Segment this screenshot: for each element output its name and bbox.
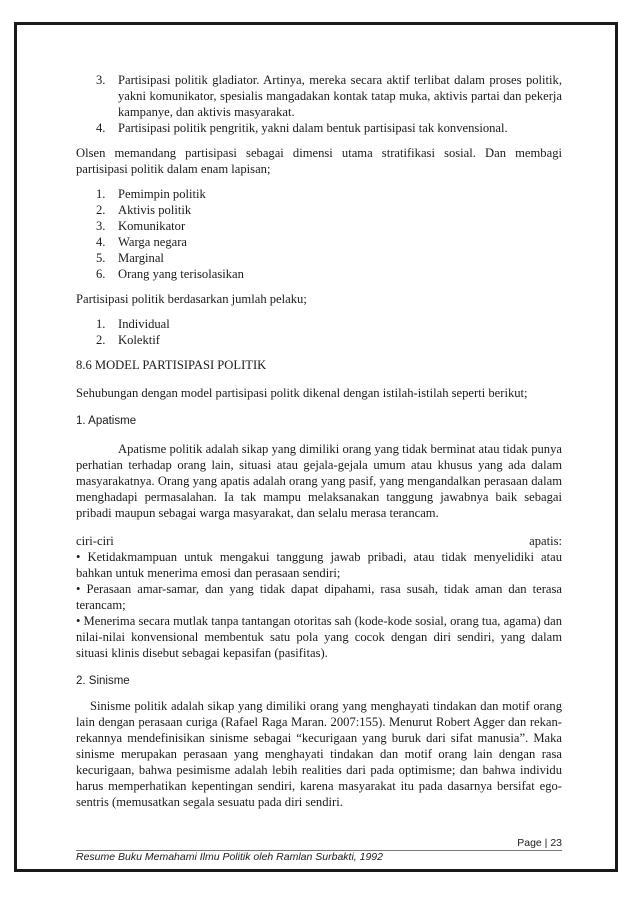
list-number: 1. <box>96 187 106 201</box>
ciri-item: • Menerima secara mutlak tanpa tantangan otoritas sah (kode-kode sosial, orang tua, agama) dan nilai-nilai konvensional membentuk satu pola yang cocok dengan diri sendiri, yang dalam situasi klinis disebut sebagai kepasifan (pasifitas). <box>76 614 562 660</box>
list-text: Warga negara <box>118 235 188 249</box>
apatisme-heading: 1. Apatisme <box>76 415 137 427</box>
list-text: Partisipasi politik gladiator. Artinya, mereka secara aktif terlibat dalam proses politik, yakni komunikator, spesialis mangadakan kontak tatap muka, aktivis partai dan pekerja kampanye, dan aktivis masyarakat. <box>118 73 562 119</box>
list-number: 2. <box>96 203 106 217</box>
section-intro: Sehubungan dengan model partisipasi politk dikenal dengan istilah-istilah seperti berikut; <box>76 386 528 400</box>
list-item <box>76 72 562 120</box>
page-number: Page | 23 <box>517 837 562 849</box>
list-text: Pemimpin politik <box>118 187 206 201</box>
list-text: Aktivis politik <box>118 203 192 217</box>
list-number: 1. <box>96 317 106 331</box>
list-text: Komunikator <box>118 219 186 233</box>
sinisme-heading: 2. Sinisme <box>76 675 130 687</box>
ciri-label: ciri-ciri <box>76 534 114 548</box>
top-list <box>76 72 562 136</box>
list-text: Individual <box>118 317 170 331</box>
list-text: Marginal <box>118 251 164 265</box>
list-text: Orang yang terisolasikan <box>118 267 244 281</box>
apatisme-paragraph: Apatisme politik adalah sikap yang dimiliki orang yang tidak berminat atau tidak punya perhatian terhadap orang lain, situasi atau gejala-gejala umum atau khusus yang ada dalam masyarakatnya. Orang yang apatis adalah orang yang pasif, yang mengandalkan perasaan dalam menghadapi permasalahan. Ia tak mampu melaksanakan tanggung jawabnya baik sebagai pribadi maupun sebagai warga masyarakat, dan selalu merasa terancam. <box>76 442 562 520</box>
section-heading: 8.6 MODEL PARTISIPASI POLITIK <box>76 358 267 372</box>
list-item <box>76 250 562 266</box>
footer-title: Resume Buku Memahami Ilmu Politik oleh Ramlan Surbakti, 1992 <box>76 851 383 863</box>
olsen-paragraph: Olsen memandang partisipasi sebagai dimensi utama stratifikasi sosial. Dan membagi partisipasi politik dalam enam lapisan; <box>76 146 562 176</box>
ciri-item: • Ketidakmampuan untuk mengakui tanggung jawab pribadi, atau tidak menyelidiki atau bahkan untuk menerima emosi dan perasaan sendiri; <box>76 550 562 580</box>
list-item <box>76 332 562 348</box>
list-text: Partisipasi politik pengritik, yakni dalam bentuk partisipasi tak konvensional. <box>118 121 508 135</box>
list-number: 6. <box>96 267 106 281</box>
list-number: 4. <box>96 235 106 249</box>
page-content <box>76 72 562 810</box>
list-item <box>76 234 562 250</box>
ciri-item: • Perasaan amar-samar, dan yang tidak dapat dipahami, rasa susah, tidak aman dan terasa terancam; <box>76 582 562 612</box>
sinisme-paragraph: Sinisme politik adalah sikap yang dimiliki orang yang menghayati tindakan dan motif orang lain dengan perasaan curiga (Rafael Raga Maran. 2007:155). Menurut Robert Agger dan rekan-rekannya mendefinisikan sinisme sebagai “kecurigaan yang buruk dari sifat manusia”. Maka sinisme merupakan perasaan yang menghayati tindakan dan motif orang lain dengan rasa kecurigaan, bahwa pesimisme adalah lebih realities dari pada optimisme; dan bahwa individu harus memperhatikan kepentingan sendiri, karena masyarakat itu pada dasarnya bersifat ego-sentris (memusatkan segala sesuatu pada diri sendiri. <box>76 699 562 809</box>
list-number: 2. <box>96 333 106 347</box>
list-text: Kolektif <box>118 333 160 347</box>
ciri-row <box>76 533 562 549</box>
list-number: 3. <box>96 73 106 87</box>
list-item <box>76 316 562 332</box>
ciri-tail: apatis: <box>529 534 562 548</box>
list-item <box>76 218 562 234</box>
olsen-list <box>76 186 562 282</box>
list-item <box>76 266 562 282</box>
list-number: 4. <box>96 121 106 135</box>
list-item <box>76 186 562 202</box>
list-item <box>76 120 562 136</box>
pelaku-intro: Partisipasi politik berdasarkan jumlah pelaku; <box>76 292 307 306</box>
list-number: 3. <box>96 219 106 233</box>
list-item <box>76 202 562 218</box>
pelaku-list <box>76 316 562 348</box>
list-number: 5. <box>96 251 106 265</box>
